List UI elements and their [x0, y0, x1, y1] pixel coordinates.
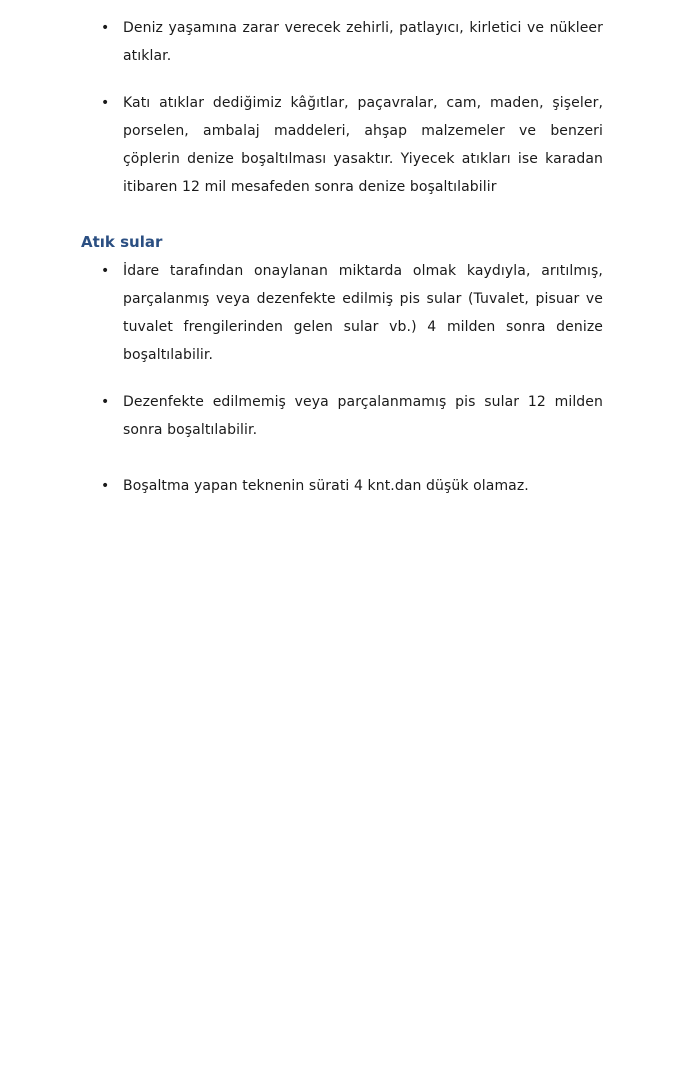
- bullet-marker: •: [101, 95, 110, 111]
- bullet-marker: •: [101, 478, 110, 494]
- bullet-marker: •: [101, 263, 110, 279]
- list-item-text: Deniz yaşamına zarar verecek zehirli, patlayıcı, kirletici ve nükleer atıklar.: [123, 20, 603, 64]
- list-item-text: Dezenfekte edilmemiş veya parçalanmamış pis sular 12 milden sonra boşaltılabilir.: [123, 394, 603, 438]
- list-item-text: Katı atıklar dediğimiz kâğıtlar, paçavralar, cam, maden, şişeler, porselen, ambalaj maddeleri, ahşap malzemeler ve benzeri çöplerin denize boşaltılması yasaktır. Yiyecek atıkları ise karadan itibaren 12 mil mesafeden sonra denize boşaltılabilir: [123, 95, 603, 195]
- section-heading: Atık sular: [81, 233, 163, 251]
- bullet-marker: •: [101, 394, 110, 410]
- list-item-text: Boşaltma yapan teknenin sürati 4 knt.dan düşük olamaz.: [123, 478, 529, 494]
- list-item-text: İdare tarafından onaylanan miktarda olmak kaydıyla, arıtılmış, parçalanmış veya dezenfekte edilmiş pis sular (Tuvalet, pisuar ve tuvalet frengilerinden gelen sular vb.) 4 milden sonra denize boşaltılabilir.: [123, 263, 603, 363]
- bullet-marker: •: [101, 20, 110, 36]
